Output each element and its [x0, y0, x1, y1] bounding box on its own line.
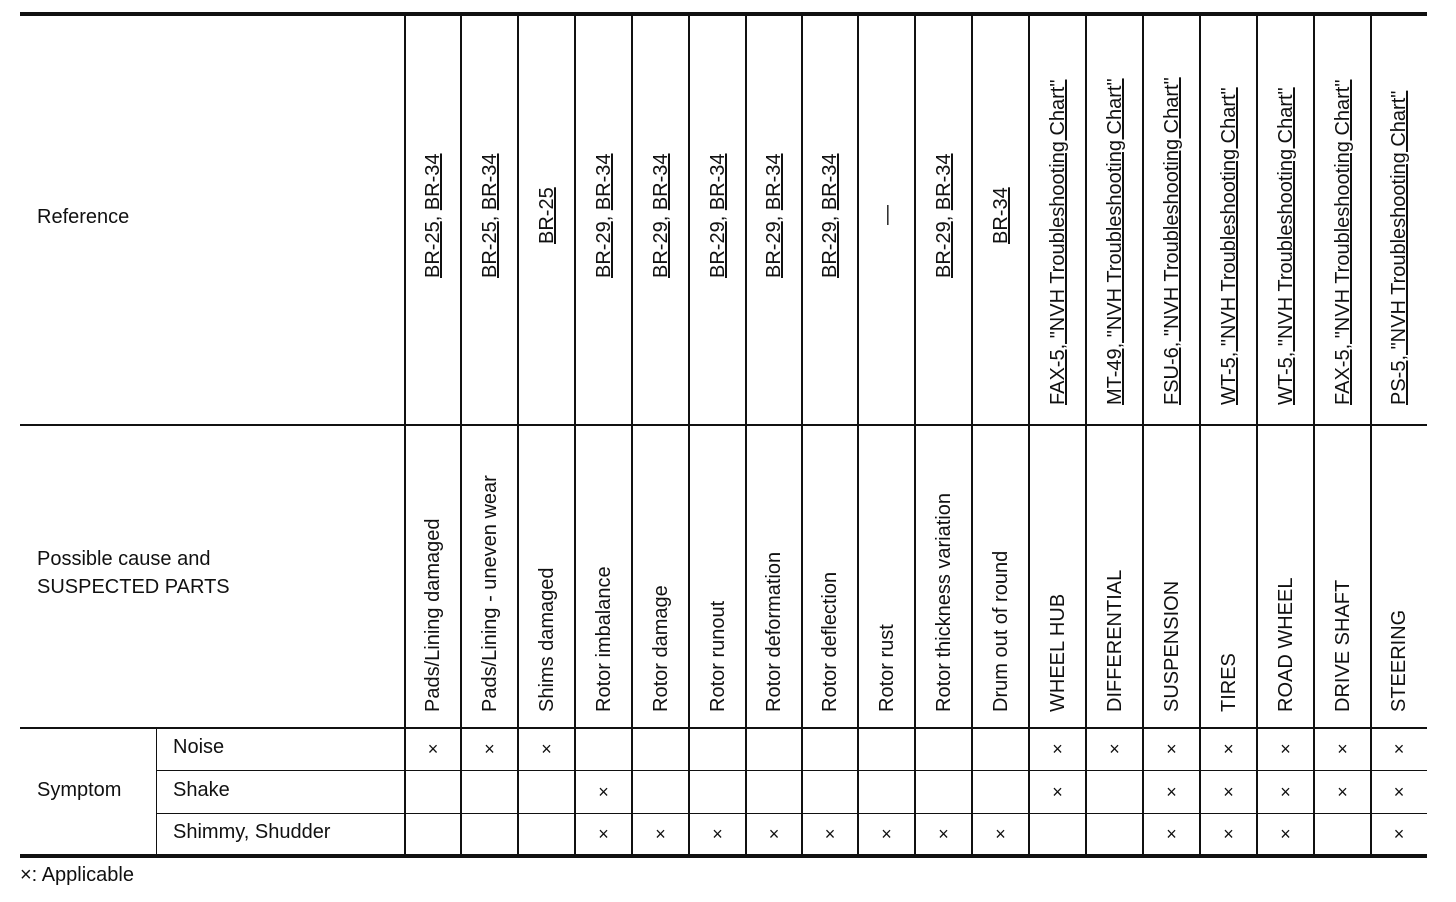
- table-bottom-rule: [20, 854, 1427, 858]
- footnote: ×: Applicable: [20, 864, 134, 886]
- reference-label: Reference: [37, 206, 130, 228]
- applicable-mark: ×: [1166, 739, 1177, 759]
- applicable-mark: ×: [1223, 739, 1234, 759]
- suspected-part-label: DRIVE SHAFT: [1331, 579, 1354, 712]
- reference-item[interactable]: BR-34: [592, 152, 615, 210]
- applicable-mark: ×: [598, 782, 609, 802]
- reference-separator: ,: [763, 209, 785, 221]
- reference-link[interactable]: [1388, 91, 1410, 405]
- reference-item: —: [875, 205, 898, 225]
- suspected-part-label: Rotor damage: [649, 585, 672, 712]
- suspected-part-label: Shims damaged: [535, 567, 558, 712]
- applicable-mark: ×: [484, 739, 495, 759]
- reference-item[interactable]: FAX-5, "NVH Troubleshooting Chart": [1331, 79, 1354, 405]
- suspected-part-label: ROAD WHEEL: [1274, 577, 1297, 712]
- applicable-mark: ×: [1166, 824, 1177, 844]
- column-divider: [1085, 14, 1087, 856]
- reference-item[interactable]: WT-5, "NVH Troubleshooting Chart": [1217, 87, 1240, 405]
- applicable-mark: ×: [995, 824, 1006, 844]
- reference-link[interactable]: [876, 205, 898, 225]
- reference-link[interactable]: [819, 153, 841, 278]
- reference-item[interactable]: FSU-6, "NVH Troubleshooting Chart": [1160, 77, 1183, 405]
- reference-separator: ,: [932, 209, 955, 221]
- reference-link[interactable]: [1332, 80, 1354, 405]
- symptom-row-label: Shake: [173, 779, 230, 801]
- reference-link[interactable]: [422, 153, 444, 278]
- column-divider: [1256, 14, 1258, 856]
- reference-item[interactable]: BR-34: [932, 152, 955, 210]
- column-divider: [404, 14, 406, 856]
- column-divider: [1028, 14, 1030, 856]
- reference-item[interactable]: BR-34: [478, 152, 501, 210]
- reference-link[interactable]: [1161, 77, 1183, 405]
- applicable-mark: ×: [1337, 739, 1348, 759]
- applicable-mark: ×: [1166, 782, 1177, 802]
- applicable-mark: ×: [1052, 782, 1063, 802]
- reference-link[interactable]: [1104, 78, 1126, 405]
- reference-item[interactable]: BR-34: [706, 152, 729, 210]
- symptom-row-label: Shimmy, Shudder: [173, 821, 331, 843]
- reference-link[interactable]: [1047, 80, 1069, 405]
- applicable-mark: ×: [1223, 782, 1234, 802]
- symptom-row-label: Noise: [173, 736, 225, 758]
- column-divider: [1199, 14, 1201, 856]
- reference-link[interactable]: [933, 153, 955, 278]
- column-divider: [574, 14, 576, 856]
- column-divider: [1142, 14, 1144, 856]
- column-divider: [688, 14, 690, 856]
- applicable-mark: ×: [598, 824, 609, 844]
- column-divider: [1370, 14, 1372, 856]
- column-divider: [745, 14, 747, 856]
- column-divider: [857, 14, 859, 856]
- reference-separator: ,: [592, 209, 615, 221]
- column-divider: [517, 14, 519, 856]
- suspected-part-label: Pads/Lining damaged: [422, 518, 444, 712]
- row-divider: [156, 813, 1427, 814]
- column-divider: [914, 14, 916, 856]
- applicable-mark: ×: [1393, 824, 1405, 844]
- reference-separator: ,: [478, 209, 501, 221]
- reference-link[interactable]: [536, 187, 558, 244]
- column-divider: [801, 14, 803, 856]
- reference-item[interactable]: BR-34: [649, 152, 672, 210]
- reference-link[interactable]: [593, 153, 615, 278]
- suspected-part-label: Rotor rust: [875, 624, 898, 712]
- suspected-part-label: Rotor runout: [706, 600, 729, 712]
- applicable-mark: ×: [541, 739, 552, 759]
- reference-link[interactable]: [990, 187, 1012, 244]
- reference-item[interactable]: BR-29: [592, 220, 615, 278]
- reference-item[interactable]: FAX-5, "NVH Troubleshooting Chart": [1046, 79, 1069, 405]
- applicable-mark: ×: [768, 824, 780, 844]
- suspected-part-label: TIRES: [1217, 653, 1240, 712]
- reference-separator: ,: [706, 209, 729, 221]
- applicable-mark: ×: [938, 824, 949, 844]
- reference-item[interactable]: BR-34: [422, 152, 444, 210]
- suspected-part-label: WHEEL HUB: [1046, 593, 1069, 712]
- symptom-divider: [156, 728, 157, 856]
- reference-item[interactable]: BR-25: [478, 220, 501, 278]
- column-divider: [460, 14, 462, 856]
- row-divider: [156, 770, 1427, 771]
- applicable-mark: ×: [1393, 739, 1405, 759]
- reference-item[interactable]: BR-25: [422, 220, 444, 278]
- reference-item[interactable]: PS-5, "NVH Troubleshooting Chart": [1388, 90, 1410, 405]
- reference-item[interactable]: BR-34: [763, 152, 785, 210]
- applicable-mark: ×: [1052, 739, 1063, 759]
- suspected-part-label: Drum out of round: [989, 550, 1012, 712]
- applicable-mark: ×: [427, 739, 439, 759]
- suspected-part-label: Rotor imbalance: [592, 566, 615, 712]
- applicable-mark: ×: [1280, 782, 1291, 802]
- reference-link[interactable]: [479, 153, 501, 278]
- reference-item[interactable]: BR-25: [535, 186, 558, 244]
- suspected-part-label: SUSPENSION: [1160, 580, 1183, 712]
- reference-separator: ,: [422, 209, 444, 221]
- applicable-mark: ×: [1109, 739, 1120, 759]
- suspected-part-label: DIFFERENTIAL: [1103, 569, 1126, 712]
- reference-item[interactable]: BR-34: [989, 186, 1012, 244]
- header-bottom-rule: [20, 727, 1427, 729]
- applicable-mark: ×: [1280, 824, 1291, 844]
- column-divider: [631, 14, 633, 856]
- suspected-part-label: Rotor deformation: [763, 551, 785, 712]
- header-divider: [20, 424, 1427, 426]
- reference-link[interactable]: [1218, 87, 1240, 405]
- reference-item[interactable]: WT-5, "NVH Troubleshooting Chart": [1274, 87, 1297, 405]
- symptom-label: Symptom: [37, 779, 122, 801]
- reference-item[interactable]: BR-29: [932, 220, 955, 278]
- reference-separator: ,: [819, 209, 841, 221]
- column-divider: [971, 14, 973, 856]
- applicable-mark: ×: [655, 824, 666, 844]
- reference-item[interactable]: BR-29: [763, 220, 785, 278]
- applicable-mark: ×: [1223, 824, 1234, 844]
- reference-item[interactable]: BR-34: [819, 152, 841, 210]
- column-divider: [1313, 14, 1315, 856]
- suspected-part-label: Rotor deflection: [819, 571, 841, 712]
- reference-item[interactable]: MT-49, "NVH Troubleshooting Chart": [1103, 78, 1126, 405]
- applicable-mark: ×: [1337, 782, 1348, 802]
- reference-item[interactable]: BR-29: [706, 220, 729, 278]
- reference-item[interactable]: BR-29: [819, 220, 841, 278]
- reference-separator: ,: [649, 209, 672, 221]
- reference-item[interactable]: BR-29: [649, 220, 672, 278]
- cause-label-line1: Possible cause and: [37, 548, 211, 570]
- applicable-mark: ×: [712, 824, 723, 844]
- table-top-rule: [20, 12, 1427, 16]
- applicable-mark: ×: [1393, 782, 1405, 802]
- suspected-part-label: Rotor thickness variation: [932, 493, 955, 712]
- reference-link[interactable]: [763, 153, 785, 278]
- suspected-part-label: STEERING: [1388, 609, 1410, 712]
- suspected-part-label: Pads/Lining - uneven wear: [478, 475, 501, 712]
- applicable-mark: ×: [881, 824, 892, 844]
- reference-link[interactable]: [707, 153, 729, 278]
- reference-link[interactable]: [1275, 87, 1297, 405]
- applicable-mark: ×: [1280, 739, 1291, 759]
- cause-label-line2: SUSPECTED PARTS: [37, 576, 230, 598]
- applicable-mark: ×: [824, 824, 836, 844]
- reference-link[interactable]: [650, 153, 672, 278]
